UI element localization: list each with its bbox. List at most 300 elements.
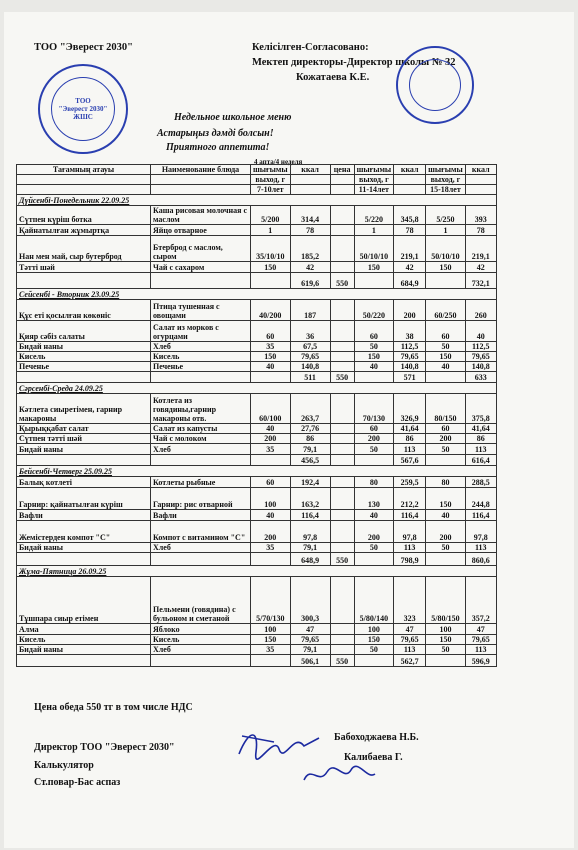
dish-name-ru: Яблоко [151,624,251,635]
dish-value: 150 [251,352,291,362]
dish-value: 150 [354,262,394,273]
dish-value: 150 [354,635,394,645]
dish-value: 150 [426,635,466,645]
dish-value: 116,4 [290,510,330,521]
dish-row [17,394,497,424]
dish-value [330,352,354,362]
total-value: 633 [465,372,496,383]
col-out-2: шығымы [354,165,394,175]
dish-value [330,645,354,655]
dish-value: 60/250 [426,300,466,321]
dish-value: 60 [354,321,394,342]
total-value [151,372,251,383]
total-value [151,655,251,667]
total-value: 567,6 [394,455,426,466]
dish-row [17,352,497,362]
dish-value: 314,4 [290,206,330,225]
dish-row [17,645,497,655]
dish-value: 27,76 [290,424,330,434]
dish-value: 187 [290,300,330,321]
dish-value [330,424,354,434]
dish-value: 42 [394,262,426,273]
dish-row [17,488,497,510]
dish-value: 47 [290,624,330,635]
dish-value: 112,5 [465,342,496,352]
col-kcal-1: ккал [290,165,330,175]
dish-name-kz: Қырыққабат салат [17,424,151,434]
dish-value: 67,5 [290,342,330,352]
dish-value: 50 [426,444,466,455]
dish-value: 40 [251,424,291,434]
dish-name-ru: Птица тушенная с овощами [151,300,251,321]
day-title: Сәрсенбі-Среда 24.09.25 [17,383,497,394]
total-value [426,372,466,383]
total-value [354,273,394,289]
total-row [17,273,497,289]
day-title-row [17,566,497,577]
dish-value [330,510,354,521]
dish-name-kz: Құс еті қосылған көкөніс [17,300,151,321]
total-value [17,655,151,667]
dish-name-ru: Бтерброд с маслом, сыром [151,236,251,262]
dish-value: 60 [354,424,394,434]
day-title-row [17,195,497,206]
dish-name-kz: Қайнатылған жұмыртқа [17,225,151,236]
agreed-label: Келісілген-Согласовано: [252,42,369,53]
week-label: 4 апта/4 неделя [254,158,303,166]
dish-value: 79,1 [290,444,330,455]
dish-name-kz: Балық котлеті [17,477,151,488]
dish-value: 244,8 [465,488,496,510]
total-value: 596,9 [465,655,496,667]
dish-value [330,434,354,444]
dish-value: 35/10/10 [251,236,291,262]
dish-value: 100 [251,488,291,510]
dish-value: 357,2 [465,577,496,624]
total-value [151,553,251,566]
dish-value: 80 [354,477,394,488]
total-row [17,655,497,667]
dish-name-ru: Пельмени (говядина) с бульоном и сметаной [151,577,251,624]
total-value: 550 [330,553,354,566]
dish-value: 79,65 [290,635,330,645]
dish-row [17,321,497,342]
dish-value [330,577,354,624]
dish-value [330,262,354,273]
dish-name-kz: Кисель [17,352,151,362]
total-value [354,553,394,566]
dish-value: 47 [394,624,426,635]
dish-name-kz: Сүтпен тәтті шәй [17,434,151,444]
dish-value: 5/80/140 [354,577,394,624]
dish-value: 86 [394,434,426,444]
day-title: Дүйсенбі-Понедельник 22.09.25 [17,195,497,206]
total-value [251,655,291,667]
dish-value: 78 [394,225,426,236]
calculator-label: Калькулятор [34,760,94,771]
total-value: 571 [394,372,426,383]
dish-name-kz: Сүтпен күріш ботка [17,206,151,225]
dish-value: 260 [465,300,496,321]
dish-value: 40 [354,362,394,372]
dish-value: 130 [354,488,394,510]
dish-name-ru: Котлета из говядины,гарнир макароны отв. [151,394,251,424]
dish-value: 113 [394,645,426,655]
dish-name-ru: Печенье [151,362,251,372]
dish-value: 40 [465,321,496,342]
total-value [17,553,151,566]
total-value [426,455,466,466]
dish-value: 50/10/10 [426,236,466,262]
school-stamp [396,46,474,124]
col-kcal-2: ккал [394,165,426,175]
day-title: Сейсенбі - Вторник 23.09.25 [17,289,497,300]
total-value: 562,7 [394,655,426,667]
age-row [17,185,497,195]
dish-value: 150 [426,488,466,510]
dish-value: 60 [426,424,466,434]
intro-wish-kz: Астарыңыз дәмді болсын! [157,128,274,139]
dish-name-ru: Компот с витамином "С" [151,521,251,543]
dish-value: 150 [354,352,394,362]
total-value [17,273,151,289]
dish-value: 288,5 [465,477,496,488]
dish-value: 5/80/150 [426,577,466,624]
total-value [251,372,291,383]
total-value: 619,6 [290,273,330,289]
dish-value: 323 [394,577,426,624]
dish-value [330,488,354,510]
dish-value: 150 [251,635,291,645]
director-label: Директор ТОО "Эверест 2030" [34,742,175,753]
dish-value: 345,8 [394,206,426,225]
dish-value [330,543,354,553]
dish-value: 163,2 [290,488,330,510]
dish-value [330,477,354,488]
dish-name-kz: Нан мен май, сыр бутерброд [17,236,151,262]
dish-value: 5/220 [354,206,394,225]
chef-label: Ст.повар-Бас аспаз [34,777,121,788]
director-signature-icon [234,724,324,764]
dish-name-ru: Кисель [151,635,251,645]
school-stamp-emblem-icon [409,59,461,111]
dish-value: 113 [394,444,426,455]
dish-value: 140,8 [465,362,496,372]
col-price: цена [330,165,354,175]
dish-value: 100 [251,624,291,635]
price-note: Цена обеда 550 тг в том числе НДС [34,702,193,713]
total-value [330,455,354,466]
total-row [17,372,497,383]
dish-value: 140,8 [290,362,330,372]
dish-value: 116,4 [394,510,426,521]
dish-name-kz: Тұшпара сиыр етімен [17,577,151,624]
dish-value: 42 [465,262,496,273]
dish-value: 300,3 [290,577,330,624]
dish-row [17,510,497,521]
day-title: Жұма-Пятница 26.09.25 [17,566,497,577]
dish-value: 259,5 [394,477,426,488]
dish-name-kz: Бидай наны [17,444,151,455]
dish-name-kz: Вафли [17,510,151,521]
dish-value: 50 [426,342,466,352]
total-value: 616,4 [465,455,496,466]
total-value: 550 [330,655,354,667]
total-value [251,273,291,289]
dish-value: 113 [394,543,426,553]
approver-title: Мектеп директоры-Директор школы № 32 [252,57,456,68]
dish-value: 36 [290,321,330,342]
dish-value: 50 [354,543,394,553]
total-value: 550 [330,372,354,383]
total-value: 550 [330,273,354,289]
dish-value: 1 [426,225,466,236]
dish-value: 79,65 [465,635,496,645]
total-value: 456,5 [290,455,330,466]
unit-2: выход, г [354,175,394,185]
dish-name-ru: Вафли [151,510,251,521]
dish-value: 38 [394,321,426,342]
dish-value: 35 [251,342,291,352]
total-value: 511 [290,372,330,383]
dish-value [330,521,354,543]
dish-name-kz: Тәтті шәй [17,262,151,273]
dish-name-kz: Бидай наны [17,645,151,655]
dish-value: 50 [354,645,394,655]
dish-value [330,394,354,424]
calculator-name: Калибаева Г. [344,752,403,763]
company-stamp [38,64,128,154]
dish-row [17,444,497,455]
dish-value: 40/200 [251,300,291,321]
dish-value: 78 [465,225,496,236]
dish-row [17,342,497,352]
age-group-2: 11-14лет [354,185,394,195]
dish-value: 140,8 [394,362,426,372]
dish-value: 86 [465,434,496,444]
total-value [17,455,151,466]
dish-name-ru: Чай с сахаром [151,262,251,273]
dish-value: 200 [251,521,291,543]
director-name: Бабоходжаева Н.Б. [334,732,419,743]
dish-value: 79,1 [290,543,330,553]
total-value: 684,9 [394,273,426,289]
dish-value: 40 [354,510,394,521]
dish-name-kz: Бидай наны [17,342,151,352]
dish-value: 50 [426,543,466,553]
total-value [151,273,251,289]
dish-value: 112,5 [394,342,426,352]
dish-value: 375,8 [465,394,496,424]
dish-value: 113 [465,645,496,655]
dish-row [17,206,497,225]
dish-name-ru: Каша рисовая молочная с маслом [151,206,251,225]
total-value [17,372,151,383]
dish-value: 5/70/130 [251,577,291,624]
total-value: 860,6 [465,553,496,566]
age-group-3: 15-18лет [426,185,466,195]
dish-value: 200 [251,434,291,444]
dish-value: 35 [251,645,291,655]
dish-value: 47 [465,624,496,635]
intro-wish-ru: Приятного аппетита! [166,142,270,153]
total-value: 732,1 [465,273,496,289]
age-group-1: 7-10лет [251,185,291,195]
dish-value [330,206,354,225]
dish-value: 40 [251,510,291,521]
menu-table [16,164,497,667]
dish-value: 5/200 [251,206,291,225]
dish-name-ru: Хлеб [151,444,251,455]
dish-value: 113 [465,444,496,455]
total-value [426,553,466,566]
dish-value: 80/150 [426,394,466,424]
approver-name: Кожатаева К.Е. [296,72,370,83]
dish-value: 60 [251,321,291,342]
dish-value: 150 [426,352,466,362]
dish-value: 219,1 [394,236,426,262]
stamp-text-main: "Эверест 2030" [58,105,108,113]
dish-name-ru: Хлеб [151,342,251,352]
dish-value: 326,9 [394,394,426,424]
day-title-row [17,466,497,477]
dish-value [330,321,354,342]
dish-value [330,362,354,372]
dish-row [17,300,497,321]
dish-value: 97,8 [290,521,330,543]
dish-value [330,444,354,455]
dish-value [330,624,354,635]
col-out-3: шығымы [426,165,466,175]
dish-value: 40 [426,362,466,372]
dish-value: 50 [426,645,466,655]
dish-row [17,521,497,543]
dish-name-ru: Кисель [151,352,251,362]
dish-value: 200 [354,521,394,543]
dish-value: 100 [426,624,466,635]
dish-name-ru: Гарнир: рис отварной [151,488,251,510]
dish-name-kz: Жемістерден компот "С" [17,521,151,543]
dish-value: 86 [290,434,330,444]
dish-value: 192,4 [290,477,330,488]
dish-value: 116,4 [465,510,496,521]
dish-value: 40 [251,362,291,372]
unit-3: выход, г [426,175,466,185]
dish-name-kz: Алма [17,624,151,635]
dish-value: 97,8 [465,521,496,543]
dish-name-ru: Салат из морков с огурцами [151,321,251,342]
dish-value [330,342,354,352]
dish-name-ru: Хлеб [151,543,251,553]
dish-name-ru: Салат из капусты [151,424,251,434]
day-title-row [17,289,497,300]
total-value [251,455,291,466]
dish-value: 200 [426,434,466,444]
intro-title: Недельное школьное меню [174,112,292,123]
dish-value: 219,1 [465,236,496,262]
dish-row [17,434,497,444]
dish-value: 263,7 [290,394,330,424]
dish-value: 79,65 [394,352,426,362]
dish-value: 35 [251,444,291,455]
calculator-signature-icon [299,760,379,790]
dish-row [17,477,497,488]
dish-name-kz: Печенье [17,362,151,372]
dish-value: 79,65 [290,352,330,362]
dish-value: 150 [426,262,466,273]
dish-row [17,262,497,273]
total-value: 798,9 [394,553,426,566]
dish-value: 100 [354,624,394,635]
dish-value: 200 [354,434,394,444]
dish-value: 60 [426,321,466,342]
dish-row [17,635,497,645]
dish-value: 80 [426,477,466,488]
dish-row [17,236,497,262]
total-value [426,655,466,667]
dish-name-kz: Бидай наны [17,543,151,553]
dish-row [17,543,497,553]
menu-document [4,12,574,848]
dish-value [330,635,354,645]
dish-value: 212,2 [394,488,426,510]
dish-value: 1 [354,225,394,236]
total-value [354,655,394,667]
dish-name-ru: Чай с молоком [151,434,251,444]
dish-value: 60 [251,477,291,488]
dish-name-kz: Гарнир: қайнатылған күріш [17,488,151,510]
col-ru-name: Наименование блюда [151,165,251,175]
dish-value: 78 [290,225,330,236]
dish-value: 40 [426,510,466,521]
dish-row [17,225,497,236]
dish-value: 50/220 [354,300,394,321]
dish-value: 41,64 [465,424,496,434]
dish-value: 113 [465,543,496,553]
dish-name-kz: Кәтлета сиыретімен, гарнир макароны [17,394,151,424]
total-value [354,455,394,466]
day-title-row [17,383,497,394]
dish-row [17,577,497,624]
col-kcal-3: ккал [465,165,496,175]
dish-name-ru: Яйцо отварное [151,225,251,236]
dish-value: 185,2 [290,236,330,262]
dish-value: 79,65 [465,352,496,362]
total-value [151,455,251,466]
total-value: 648,9 [290,553,330,566]
dish-row [17,424,497,434]
col-out-1: шығымы [251,165,291,175]
unit-1: выход, г [251,175,291,185]
dish-value: 79,1 [290,645,330,655]
dish-value: 50/10/10 [354,236,394,262]
stamp-text-bottom: ЖШС [73,113,93,121]
dish-value: 60/100 [251,394,291,424]
dish-value: 1 [251,225,291,236]
dish-value: 393 [465,206,496,225]
total-value [426,273,466,289]
dish-value: 42 [290,262,330,273]
dish-value: 70/130 [354,394,394,424]
total-row [17,553,497,566]
day-title: Бейсенбі-Четверг 25.09.25 [17,466,497,477]
dish-row [17,624,497,635]
org-name: ТОО "Эверест 2030" [34,42,134,53]
dish-value: 200 [426,521,466,543]
dish-value: 41,64 [394,424,426,434]
dish-name-kz: Кисель [17,635,151,645]
dish-value: 50 [354,444,394,455]
